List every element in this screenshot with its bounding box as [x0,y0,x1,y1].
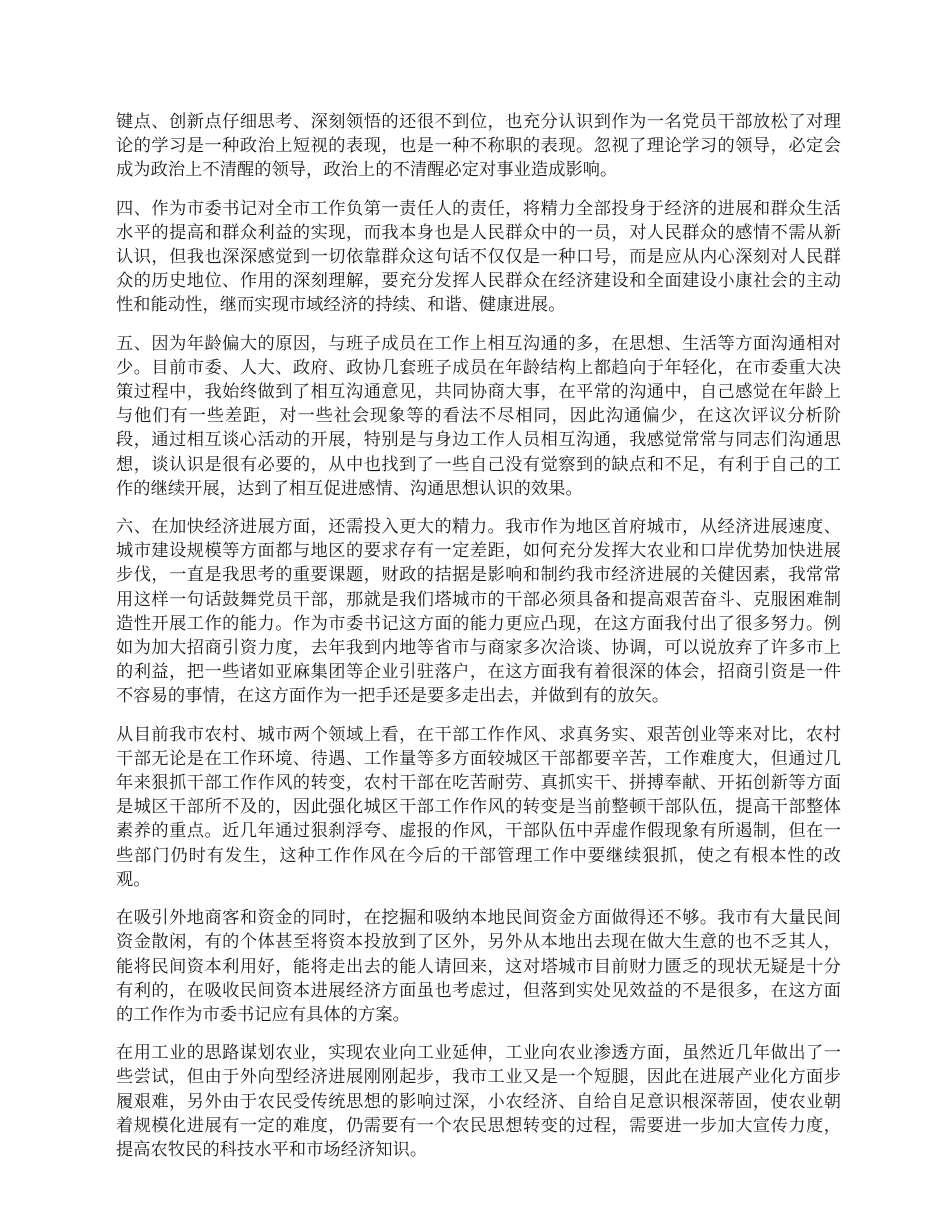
paragraph-2: 四、作为市委书记对全市工作负第一责任人的责任，将精力全部投身于经济的进展和群众生活水平的提高和群众利益的实现，而我本身也是人民群众中的一员，对人民群众的感情不需从新认识，但我也深深感觉到一切依靠群众这句话不仅仅是一种口号，而是应从内心深刻对人民群众的历史地位、作用的深刻理解，要充分发挥人民群众在经济建设和全面建设小康社会的主动性和能动性，继而实现市域经济的持续、和谐、健康进展。 [116,198,841,316]
paragraph-6: 在吸引外地商客和资金的同时，在挖掘和吸纳本地民间资金方面做得还不够。我市有大量民间资金散闲，有的个体甚至将资本投放到了区外，另外从本地出去现在做大生意的也不乏其人，能将民间资本利用好，能将走出去的能人请回来，这对塔城市目前财力匮乏的现状无疑是十分有利的，在吸收民间资本进展经济方面虽也考虑过，但落到实处见效益的不是很多，在这方面的工作作为市委书记应有具体的方案。 [116,908,841,1025]
paragraph-4: 六、在加快经济进展方面，还需投入更大的精力。我市作为地区首府城市，从经济进展速度、城市建设规模等方面都与地区的要求存有一定差距，如何充分发挥大农业和口岸优势加快进展步伐，一直是我思考的重要课题，财政的拮据是影响和制约我市经济进展的关健因素，我常常用这样一句话鼓舞党员干部，那就是我们塔城市的干部必须具备和提高艰苦奋斗、克服困难制造性开展工作的能力。作为市委书记这方面的能力更应凸现，在这方面我付出了很多努力。例如为加大招商引资力度，去年我到内地等省市与商家多次洽谈、协调，可以说放弃了许多市上的利益，把一些诸如亚麻集团等企业引驻落户，在这方面我有着很深的体会，招商引资是一件不容易的事情，在这方面作为一把手还是要多走出去，并做到有的放矢。 [116,517,841,707]
paragraph-1: 键点、创新点仔细思考、深刻领悟的还很不到位，也充分认识到作为一名党员干部放松了对理论的学习是一种政治上短视的表现，也是一种不称职的表现。忽视了理论学习的领导，必定会成为政治上不清醒的领导，政治上的不清醒必定对事业造成影响。 [116,112,841,181]
paragraph-7: 在用工业的思路谋划农业，实现农业向工业延伸，工业向农业渗透方面，虽然近几年做出了一些尝试，但由于外向型经济进展刚刚起步，我市工业又是一个短腿，因此在进展产业化方面步履艰难，另外由于农民受传统思想的影响过深，小农经济、自给自足意识根深蒂固，使农业朝着规模化进展有一定的难度，仍需要有一个农民思想转变的过程，需要进一步加大宣传力度，提高农牧民的科技水平和市场经济知识。 [116,1043,841,1160]
paragraph-5: 从目前我市农村、城市两个领域上看，在干部工作作风、求真务实、艰苦创业等来对比，农村干部无论是在工作环境、待遇、工作量等多方面较城区干部都要辛苦，工作难度大，但通过几年来狠抓干部工作作风的转变，农村干部在吃苦耐劳、真抓实干、拼搏奉献、开拓创新等方面是城区干部所不及的，因此强化城区干部工作作风的转变是当前整顿干部队伍，提高干部整体素养的重点。近几年通过狠刹浮夸、虚报的作风，干部队伍中弄虚作假现象有所遏制，但在一些部门仍时有发生，这种工作作风在今后的干部管理工作中要继续狠抓，使之有根本性的改观。 [116,724,841,890]
paragraph-3: 五、因为年龄偏大的原因，与班子成员在工作上相互沟通的多，在思想、生活等方面沟通相对少。目前市委、人大、政府、政协几套班子成员在年龄结构上都趋向于年轻化，在市委重大决策过程中，我始终做到了相互沟通意见，共同协商大事，在平常的沟通中，自己感觉在年龄上与他们有一些差距，对一些社会现象等的看法不尽相同，因此沟通偏少，在这次评议分析阶段，通过相互谈心活动的开展，特别是与身边工作人员相互沟通，我感觉常常与同志们沟通思想，谈认识是很有必要的，从中也找到了一些自己没有觉察到的缺点和不足，有利于自己的工作的继续开展，达到了相互促进感情、沟通思想认识的效果。 [116,333,841,499]
document-body [116,110,841,1176]
